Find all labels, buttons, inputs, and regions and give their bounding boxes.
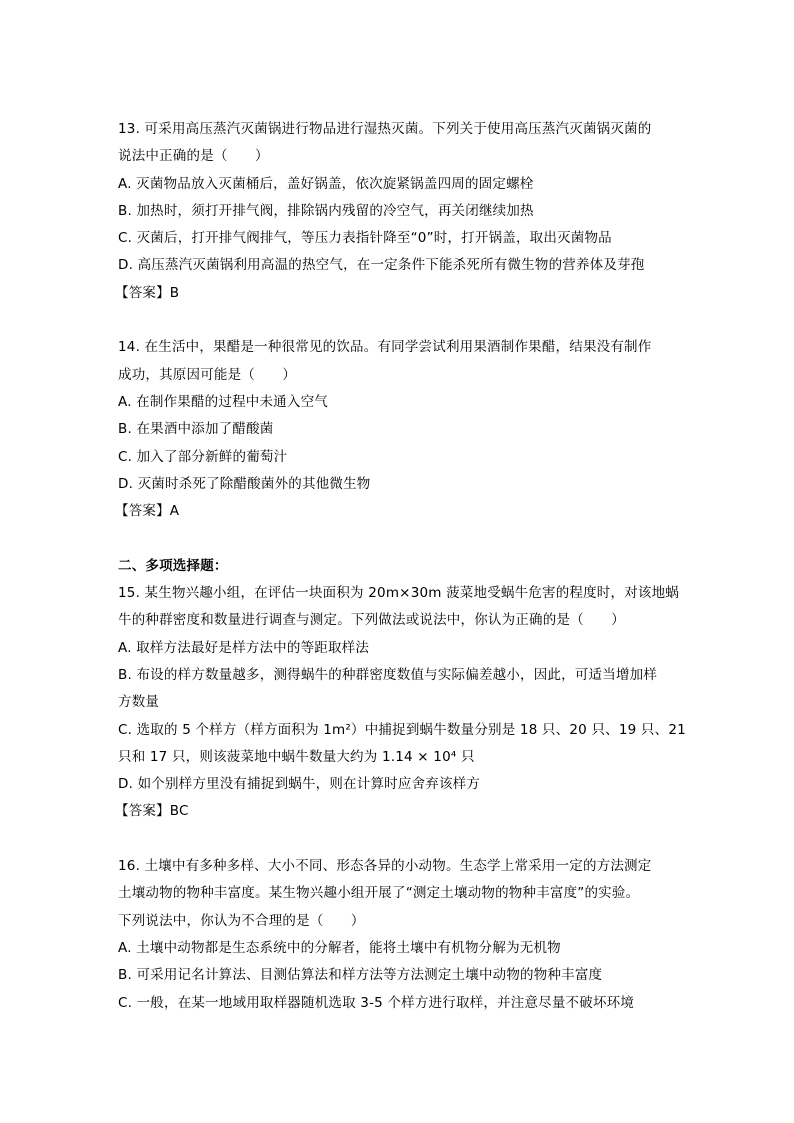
question-stem: 13. 可采用高压蒸汽灭菌锅进行物品进行湿热灭菌。下列关于使用高压蒸汽灭菌锅灭菌的: [118, 121, 652, 137]
answer-option: D. 灭菌时杀死了除醋酸菌外的其他微生物: [118, 475, 371, 492]
question-stem: 下列说法中，你认为不合理的是（ ）: [118, 912, 365, 929]
question-stem: 牛的种群密度和数量进行调查与测定。下列做法或说法中，你认为正确的是（ ）: [118, 612, 625, 629]
answer-key: 【答案】A: [115, 503, 180, 520]
answer-option: A. 取样方法最好是样方法中的等距取样法: [118, 639, 370, 656]
answer-option: B. 可采用记名计算法、目测估算法和样方法等方法测定土壤中动物的物种丰富度: [118, 967, 603, 984]
answer-key: 【答案】B: [115, 284, 180, 301]
question-stem: 成功，其原因可能是（ ）: [118, 366, 297, 383]
spacer: [118, 525, 698, 552]
question-stem: 14. 在生活中，果醋是一种很常见的饮品。有同学尝试利用果酒制作果醋，结果没有制作: [118, 339, 652, 356]
answer-option: A. 土壤中动物都是生态系统中的分解者，能将土壤中有机物分解为无机物: [118, 939, 561, 956]
answer-key: 【答案】BC: [115, 803, 189, 820]
answer-option: 方数量: [118, 694, 160, 711]
answer-option: D. 高压蒸汽灭菌锅利用高温的热空气，在一定条件下能杀死所有微生物的营养体及芽孢: [118, 257, 645, 274]
answer-option: 只和 17 只，则该菠菜地中蜗牛数量大约为 1.14 × 10⁴ 只: [118, 748, 475, 765]
answer-option: C. 一般，在某一地域用取样器随机选取 3-5 个样方进行取样，并注意尽量不破坏环境: [118, 994, 635, 1011]
question-stem: 说法中正确的是（ ）: [118, 148, 269, 165]
answer-option: D. 如个别样方里没有捕捉到蜗牛，则在计算时应舍弃该样方: [118, 776, 481, 793]
answer-option: C. 灭菌后，打开排气阀排气，等压力表指针降至“0”时，打开锅盖，取出灭菌物品: [118, 230, 612, 247]
document-page: [115, 116, 698, 1017]
question-stem: 15. 某生物兴趣小组，在评估一块面积为 20m×30m 菠菜地受蜗牛危害的程度时，对该地蜗: [118, 585, 680, 602]
answer-option: B. 布设的样方数量越多，测得蜗牛的种群密度数值与实际偏差越小，因此，可适当增加样: [118, 666, 658, 683]
question-stem: 土壤动物的物种丰富度。某生物兴趣小组开展了“测定土壤动物的物种丰富度”的实验。: [118, 885, 640, 902]
answer-option: B. 加热时，须打开排气阀，排除锅内残留的冷空气，再关闭继续加热: [118, 202, 534, 219]
answer-option: A. 在制作果醋的过程中未通入空气: [118, 393, 328, 410]
spacer: [118, 826, 698, 853]
question-stem: 16. 土壤中有多种多样、大小不同、形态各异的小动物。生态学上常采用一定的方法测定: [118, 858, 652, 875]
answer-option: A. 灭菌物品放入灭菌桶后，盖好锅盖，依次旋紧锅盖四周的固定螺栓: [118, 175, 534, 192]
answer-option: C. 选取的 5 个样方（样方面积为 1m²）中捕捉到蜗牛数量分别是 18 只、20 只、19 只、21: [118, 721, 686, 738]
spacer: [118, 307, 698, 334]
answer-option: B. 在果酒中添加了醋酸菌: [118, 421, 274, 438]
answer-option: C. 加入了部分新鲜的葡萄汁: [118, 448, 288, 465]
section-title: 二、多项选择题：: [118, 557, 228, 574]
